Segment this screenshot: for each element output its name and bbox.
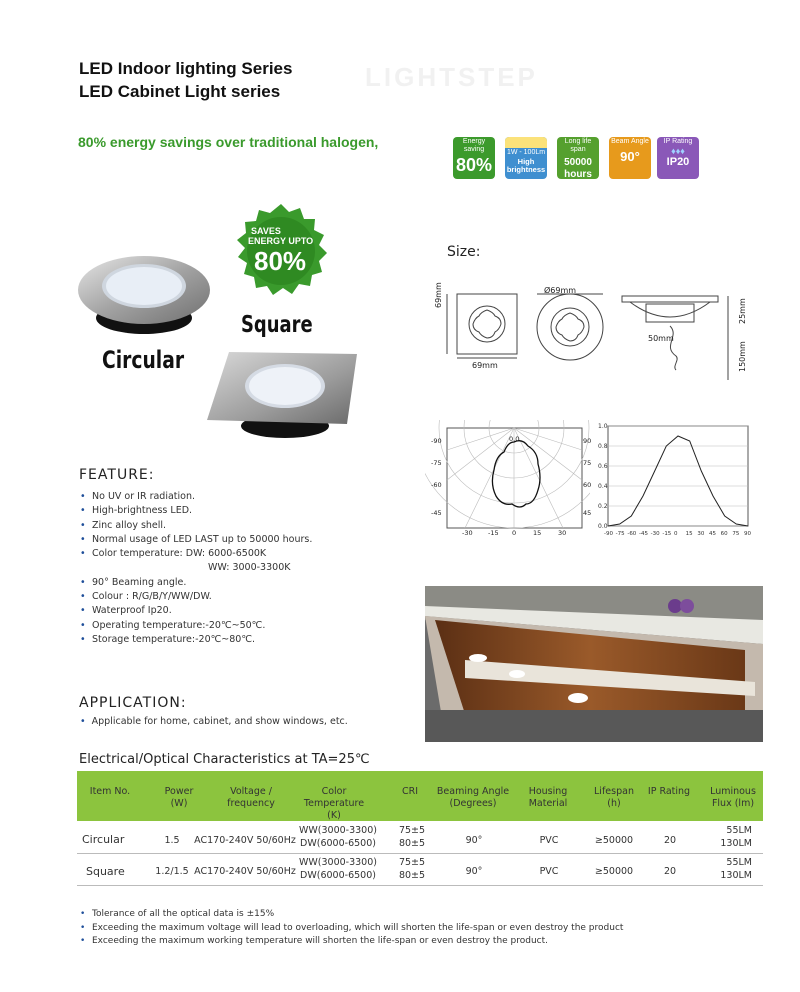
feature-item: WW: 3000-3300K [208,562,291,574]
dim-150: 150mm [738,341,747,372]
row1-cri2: 80±5 [398,838,426,849]
polar-ytick-3: -60 [431,481,442,489]
bullet-icon: • [80,716,86,727]
feature-item: • Normal usage of LED LAST up to 50000 hours. [80,533,312,547]
x-tick-label: -45 [639,531,648,537]
th-item: Item No. [89,786,131,797]
row2-lifespan: ≥50000 [594,866,634,877]
note-item: • Tolerance of all the optical data is ±15% [80,908,623,922]
row-divider [77,853,763,854]
dim-50: 50mm [648,334,674,343]
row2-ip: 20 [663,866,677,877]
th-housing: Housing Material [528,786,568,809]
row1-ip: 20 [663,835,677,846]
row1-ct2: DW(6000-6500) [300,838,376,849]
polar-xtick-2: -15 [488,529,499,537]
circular-label: Circular [102,346,185,374]
seal-text-percent: 80% [254,246,307,276]
lifespan-badge: Long life span 50000 hours [557,137,599,179]
row2-item: Square [86,865,125,878]
polar-ytick-r1: 90 [583,437,592,445]
polar-ytick-1: -90 [431,437,442,445]
polar-ytick-2: -75 [431,459,442,467]
row1-housing: PVC [539,835,559,846]
feature-item: • Color temperature: DW: 6000-6500K [80,547,312,561]
brightness-badge: 1W - 100Lm High brightness [505,137,547,179]
th-flux: Luminous Flux (lm) [710,786,756,809]
row1-item: Circular [82,833,125,846]
beam-angle-badge: Beam Angle 90° [609,137,651,179]
feature-item: • Colour : R/G/B/Y/WW/DW. [80,590,312,604]
row2-flux2: 130LM [720,870,752,881]
sun-icon [505,137,547,148]
title-line2: LED Cabinet Light series [79,82,281,101]
row1-power: 1.5 [164,835,180,846]
dim-69-vertical: 69mm [434,282,443,308]
x-tick-label: 15 [685,531,693,537]
note-item: • Exceeding the maximum working temperature will shorten the life-span or even destroy the product. [80,935,623,949]
row2-ct1: WW(3000-3300) [299,857,377,868]
tagline: 80% energy savings over traditional halogen, [78,134,379,150]
square-label: Square [241,312,313,338]
row2-voltage: AC170-240V 50/60Hz [194,866,296,877]
row2-cri1: 75±5 [398,857,426,868]
row2-flux1: 55LM [726,857,752,868]
feature-list [80,490,312,647]
x-tick-label: 90 [744,531,751,537]
feature-item: • Operating temperature:-20℃~50℃. [80,619,312,633]
polar-ytick-r4: 45 [583,509,592,517]
kitchen-cabinet-photo [425,586,763,742]
row-divider [77,885,763,886]
note-item: • Exceeding the maximum voltage will lead to overloading, which will shorten the life-span or even destroy the product [80,922,623,936]
feature-item: • No UV or IR radiation. [80,490,312,504]
feature-item: • High-brightness LED. [80,504,312,518]
feature-item: • Waterproof Ip20. [80,604,312,618]
polar-curve [492,441,540,507]
th-lifespan: Lifespan (h) [594,786,634,809]
row1-flux2: 130LM [720,838,752,849]
circular-light-image [76,240,216,340]
table-title: Electrical/Optical Characteristics at TA=25℃ [79,752,370,767]
row1-angle: 90° [465,835,483,846]
notes-list [80,908,623,949]
th-voltage: Voltage / frequency [227,786,275,809]
th-cri: CRI [401,786,419,797]
x-tick-label: 75 [732,531,740,537]
feature-item: • 90° Beaming angle. [80,576,312,590]
x-tick-label: 60 [720,531,728,537]
row1-flux1: 55LM [726,825,752,836]
th-ip: IP Rating [647,786,691,797]
row2-power: 1.2/1.5 [155,866,189,877]
polar-xtick-4: 15 [533,529,542,537]
row2-cri2: 80±5 [398,870,426,881]
y-tick-label: 0.8 [598,443,608,450]
x-tick-label: -60 [627,531,637,537]
th-power: Power (W) [164,786,194,809]
polar-xtick-3: 0 [512,529,517,537]
x-tick-label: -15 [662,531,672,537]
y-tick-label: 0.4 [598,483,608,490]
x-tick-label: 0 [674,531,678,537]
y-tick-label: 1.0 [598,423,608,430]
application-title: APPLICATION: [79,695,187,711]
feature-item: • Zinc alloy shell. [80,519,312,533]
size-label: Size: [447,244,481,260]
polar-ytick-r3: 60 [583,481,592,489]
row1-ct1: WW(3000-3300) [299,825,377,836]
energy-saving-badge: Energy saving 80% [453,137,495,179]
polar-distribution-chart [425,420,590,540]
y-tick-label: 0.6 [598,463,608,470]
y-tick-label: 0.2 [598,503,608,510]
x-tick-label: -75 [615,531,625,537]
polar-ytick-4: -45 [431,509,442,517]
polar-xtick-1: -30 [462,529,473,537]
polar-xtick-5: 30 [558,529,567,537]
th-color-temp: Color Temperature (K) [303,786,365,821]
title-line1: LED Indoor lighting Series [79,59,293,78]
ip-rating-badge: IP Rating ♦♦♦ IP20 [657,137,699,179]
application-text: • Applicable for home, cabinet, and show windows, etc. [80,716,348,727]
row2-angle: 90° [465,866,483,877]
row1-voltage: AC170-240V 50/60Hz [194,835,296,846]
row2-housing: PVC [539,866,559,877]
x-tick-label: 45 [709,531,716,537]
dim-diameter: Ø69mm [544,286,577,295]
feature-item: • Storage temperature:-20℃~80℃. [80,633,312,647]
water-drops-icon: ♦♦♦ [671,146,685,156]
x-tick-label: 30 [697,531,705,537]
th-beam: Beaming Angle (Degrees) [436,786,510,809]
watermark-logo: LIGHTSTEP [365,62,538,92]
row2-ct2: DW(6000-6500) [300,870,376,881]
seal-text-saves: SAVES [251,226,281,236]
x-tick-label: -90 [604,531,613,537]
x-tick-label: -30 [650,531,660,537]
row1-lifespan: ≥50000 [594,835,634,846]
seal-text-upto: ENERGY UPTO [248,236,314,246]
square-light-image [205,348,360,440]
intensity-curve [608,436,748,526]
y-tick-label: 0.0 [598,523,608,530]
polar-ytick-r2: 75 [583,459,592,467]
intensity-line-chart [598,420,758,542]
dim-25: 25mm [738,298,747,324]
dim-69-horizontal: 69mm [472,361,498,370]
feature-title: FEATURE: [79,467,155,483]
row1-cri1: 75±5 [398,825,426,836]
polar-top-label: 0.0 [509,435,520,443]
